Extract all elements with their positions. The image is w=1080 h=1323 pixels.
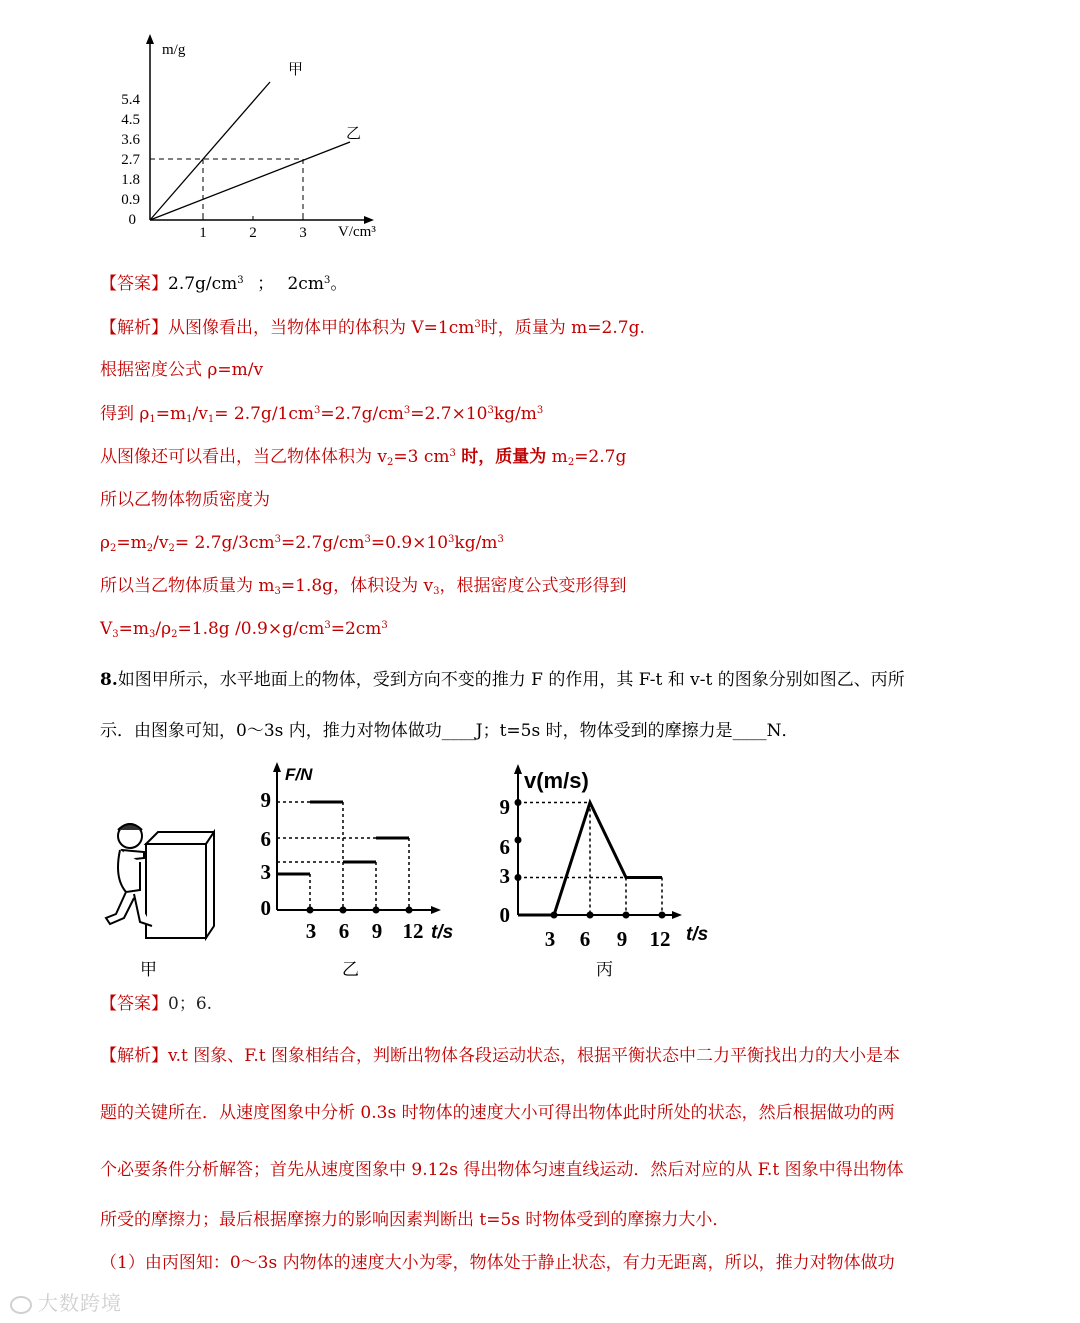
text: 所以乙物体物质密度为 — [100, 490, 270, 510]
x-ticks — [199, 225, 307, 241]
ft-x-tick: 9 — [371, 919, 383, 943]
text: =2.7g/cm — [280, 533, 365, 553]
y-tick: 0 — [128, 212, 136, 228]
q7-jiexi-line6 — [100, 531, 504, 555]
y-tick: 3.6 — [121, 132, 140, 148]
answer-sep: ； — [257, 274, 275, 294]
y-tick: 4.5 — [121, 112, 140, 128]
text: ，根据密度公式变形得到 — [439, 576, 627, 596]
q7-jiexi-line4 — [100, 445, 626, 469]
subscript: 2 — [110, 543, 117, 554]
figure-bing-caption: 丙 — [596, 960, 613, 980]
ft-x-label: t/s — [431, 922, 454, 943]
figure-jia-illustration — [100, 818, 215, 943]
box-shape — [146, 844, 206, 938]
q7-jiexi-line5 — [100, 488, 270, 512]
subscript: 2 — [387, 457, 394, 468]
superscript: 3 — [237, 275, 244, 286]
q8-stem-line2 — [100, 719, 798, 743]
text: =1.8g，体积设为 v — [280, 576, 434, 596]
answer-end: 。 — [330, 274, 348, 294]
vt-x-tick: 12 — [649, 927, 671, 950]
vt-y-tick: 9 — [499, 795, 510, 819]
text: /v — [153, 533, 169, 553]
jiexi-tag: 【解析】 — [100, 1046, 168, 1066]
text: V — [100, 619, 113, 639]
ft-y-tick: 9 — [260, 788, 271, 812]
vt-x-label: t/s — [686, 924, 709, 945]
vt-x-point — [587, 912, 594, 919]
subscript: 3 — [112, 629, 119, 640]
ft-x-tick: 6 — [338, 919, 350, 943]
text: 时，质量为 m=2.7g. — [480, 318, 645, 338]
series-yi-line — [150, 142, 350, 220]
ft-x-point — [340, 907, 347, 914]
q8-jiexi-line1 — [100, 1044, 900, 1068]
text: =2.7g — [574, 447, 627, 467]
mass-volume-graph — [110, 30, 410, 255]
y-ticks — [121, 92, 140, 228]
force-time-graph — [245, 760, 480, 950]
text: =2.7g/cm — [320, 404, 404, 424]
text: =m — [116, 533, 147, 553]
subscript: 3 — [433, 586, 440, 597]
subscript: 3 — [274, 586, 281, 597]
text: 根据密度公式 ρ=m/v — [100, 360, 264, 380]
text: = 2.7g/3cm — [174, 533, 275, 553]
text: N． — [766, 721, 799, 741]
text: 从图像看出，当物体甲的体积为 V=1cm — [168, 318, 475, 338]
answer-b: 2cm — [287, 274, 324, 294]
ft-x-tick: 12 — [402, 919, 424, 943]
text: 得到 ρ — [100, 404, 150, 424]
ft-x-point — [406, 907, 413, 914]
vt-x-point — [623, 912, 630, 919]
answer-blank: ____ — [732, 721, 767, 741]
text: 个必要条件分析解答；首先从速度图象中 9.12s 得出物体匀速直线运动．然后对应的从 F.t 图象中得出物体 — [100, 1160, 904, 1180]
text: 示．由图象可知，0～3s 内，推力对物体做功 — [100, 721, 442, 741]
subscript: 2 — [171, 629, 178, 640]
subscript: 1 — [186, 414, 193, 425]
q8-answer-line — [100, 992, 212, 1016]
x-axis-label: V/cm³ — [338, 224, 376, 240]
answer-tag: 【答案】 — [100, 994, 168, 1014]
superscript: 3 — [314, 405, 321, 416]
figure-yi-caption: 乙 — [342, 960, 359, 980]
text: kg/m — [454, 533, 498, 553]
ft-y-label: F/N — [285, 765, 313, 784]
text: 从图像还可以看出，当乙物体体积为 v — [100, 447, 388, 467]
superscript: 3 — [449, 448, 456, 459]
vt-x-tick: 3 — [544, 927, 556, 950]
text: 时，质量为 — [461, 447, 547, 467]
y-tick: 1.8 — [121, 172, 140, 188]
q8-stem-line1 — [100, 668, 905, 692]
velocity-time-graph — [480, 760, 725, 950]
series-yi-label: 乙 — [346, 126, 362, 142]
q7-jiexi-line7 — [100, 574, 626, 598]
subscript: 3 — [149, 629, 156, 640]
superscript: 3 — [497, 534, 504, 545]
vt-x-tick: 6 — [579, 927, 591, 950]
subscript: 1 — [207, 414, 215, 425]
x-tick: 1 — [199, 225, 207, 241]
superscript: 3 — [474, 319, 481, 330]
vt-y-label: v(m/s) — [524, 768, 589, 793]
ft-y-tick: 0 — [260, 896, 271, 920]
series-jia-line — [150, 82, 270, 220]
q8-jiexi-line5 — [100, 1251, 895, 1275]
q7-jiexi-line3 — [100, 402, 543, 426]
vt-y-tick: 3 — [499, 864, 510, 888]
answer-blank: ____ — [441, 721, 476, 741]
superscript: 3 — [536, 405, 544, 416]
y-tick: 2.7 — [121, 152, 140, 168]
subscript: 2 — [168, 543, 175, 554]
text: =3 cm — [393, 447, 450, 467]
subscript: 2 — [146, 543, 154, 554]
q7-jiexi-line1 — [100, 316, 645, 340]
jiexi-tag: 【解析】 — [100, 318, 168, 338]
q7-jiexi-line8 — [100, 617, 388, 641]
y-tick: 5.4 — [121, 92, 140, 108]
superscript: 3 — [364, 534, 371, 545]
text: =m — [155, 404, 187, 424]
text: （1）由丙图知：0～3s 内物体的速度大小为零，物体处于静止状态，有力无距离，所以，推力对物体做功 — [100, 1253, 895, 1273]
watermark-text: 大数跨境 — [38, 1291, 122, 1315]
ft-x-tick: 3 — [305, 919, 317, 943]
text: 所受的摩擦力；最后根据摩擦力的影响因素判断出 t=5s 时物体受到的摩擦力大小． — [100, 1210, 730, 1230]
text: m — [546, 447, 568, 467]
subscript: 2 — [567, 457, 575, 468]
answer-text: 0；6. — [168, 994, 213, 1014]
ft-x-point — [373, 907, 380, 914]
text: /v — [192, 404, 208, 424]
text: /ρ — [155, 619, 172, 639]
ft-x-point — [307, 907, 314, 914]
ft-y-tick: 6 — [260, 827, 271, 851]
vt-y-point — [515, 837, 522, 844]
text: 题的关键所在．从速度图象中分析 0.3s 时物体的速度大小可得出物体此时所处的状态，然后根据做功的两 — [100, 1103, 895, 1123]
text: kg/m — [493, 404, 537, 424]
text: 如图甲所示，水平地面上的物体，受到方向不变的推力 F 的作用，其 F-t 和 v-t 的图象分别如图乙、丙所 — [117, 670, 905, 690]
subscript: 1 — [149, 414, 156, 425]
question-number: 8. — [100, 670, 118, 690]
text: ρ — [100, 533, 110, 553]
y-axis-label: m/g — [162, 42, 186, 58]
x-tick: 3 — [299, 225, 307, 241]
superscript: 3 — [403, 405, 411, 416]
q8-jiexi-line2 — [100, 1101, 895, 1125]
text: J；t=5s 时，物体受到的摩擦力是 — [475, 721, 733, 741]
superscript: 3 — [324, 620, 331, 631]
text: v.t 图象、F.t 图象相结合，判断出物体各段运动状态，根据平衡状态中二力平衡找出力的大小是本 — [168, 1046, 901, 1066]
text: 所以当乙物体质量为 m — [100, 576, 275, 596]
vt-x-point — [551, 912, 558, 919]
vt-y-point — [515, 799, 522, 806]
vt-x-point — [659, 912, 666, 919]
figure-jia-caption: 甲 — [140, 960, 157, 980]
q7-answer-line — [100, 272, 347, 296]
text: =2.7×10 — [410, 404, 488, 424]
y-tick: 0.9 — [121, 192, 140, 208]
vt-x-tick: 9 — [616, 927, 628, 950]
text: =1.8g /0.9×g/cm — [177, 619, 325, 639]
superscript: 3 — [381, 620, 388, 631]
series-jia-label: 甲 — [288, 62, 304, 78]
q7-jiexi-line2 — [100, 358, 263, 382]
superscript: 3 — [274, 534, 281, 545]
x-tick: 2 — [249, 225, 257, 241]
superscript: 3 — [323, 275, 331, 286]
vt-y-tick: 0 — [499, 903, 510, 927]
vt-y-tick: 6 — [499, 835, 510, 859]
watermark — [10, 1287, 122, 1316]
answer-tag: 【答案】 — [100, 274, 168, 294]
text: =0.9×10 — [370, 533, 449, 553]
vt-y-point — [515, 874, 522, 881]
text: =2cm — [330, 619, 382, 639]
text: = 2.7g/1cm — [214, 404, 315, 424]
answer-a: 2.7g/cm — [168, 274, 238, 294]
watermark-icon — [10, 1296, 32, 1314]
q8-jiexi-line4 — [100, 1208, 729, 1232]
ft-y-tick: 3 — [260, 860, 271, 884]
q8-jiexi-line3 — [100, 1158, 904, 1182]
text: =m — [118, 619, 150, 639]
superscript: 3 — [448, 534, 455, 545]
superscript: 3 — [487, 405, 494, 416]
